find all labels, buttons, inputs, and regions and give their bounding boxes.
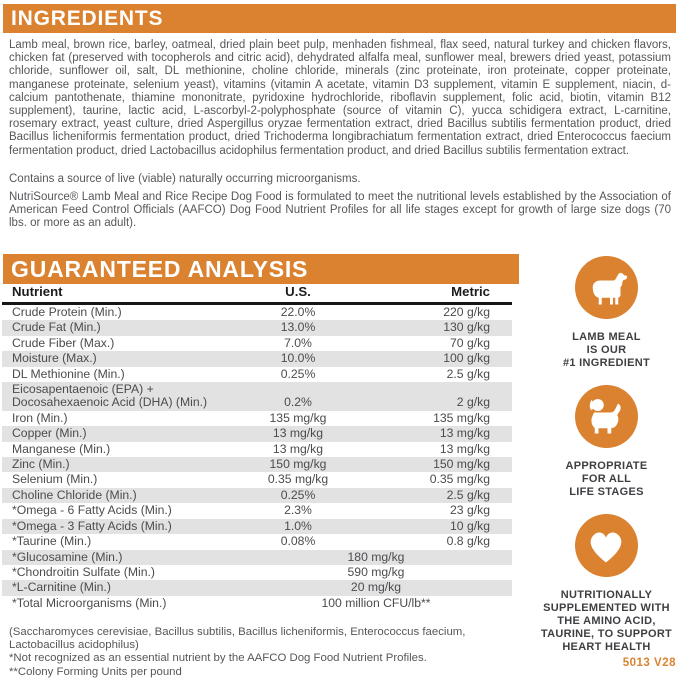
analysis-row bbox=[2, 382, 512, 411]
metric-value: 130 g/kg bbox=[443, 320, 490, 335]
metric-value: 2 g/kg bbox=[456, 395, 490, 410]
analysis-row bbox=[2, 580, 512, 595]
heart-icon bbox=[575, 514, 638, 577]
metric-value: 23 g/kg bbox=[450, 503, 490, 518]
us-value: 590 mg/kg bbox=[347, 564, 405, 579]
analysis-row bbox=[2, 305, 512, 320]
nutrient-name: Crude Fat (Min.) bbox=[12, 320, 101, 335]
metric-value: 10 g/kg bbox=[450, 518, 490, 533]
footnote-microorganism-list: (Saccharomyces cerevisiae, Bacillus subtilis, Bacillus licheniformis, Enterococcus faecium, Lactobacillus acidophilus) bbox=[9, 626, 466, 652]
metric-value: 13 mg/kg bbox=[439, 426, 490, 441]
analysis-row bbox=[2, 472, 512, 487]
column-header-us: U.S. bbox=[285, 284, 311, 299]
guaranteed-analysis-section-header bbox=[3, 254, 519, 284]
nutrient-name: *Omega - 6 Fatty Acids (Min.) bbox=[12, 503, 172, 518]
nutrient-name: Iron (Min.) bbox=[12, 410, 68, 425]
metric-value: 0.8 g/kg bbox=[446, 534, 490, 549]
badge-column bbox=[536, 256, 677, 654]
nutrient-name: Copper (Min.) bbox=[12, 426, 87, 441]
metric-value: 2.5 g/kg bbox=[446, 366, 490, 381]
us-value: 13 mg/kg bbox=[272, 426, 324, 441]
puppy-icon bbox=[575, 385, 638, 448]
analysis-row bbox=[2, 320, 512, 335]
nutrient-name: Eicosapentaenoic (EPA) + Docosahexaenoic Acid (DHA) (Min.) bbox=[12, 382, 208, 410]
badge-heart-health bbox=[541, 514, 672, 654]
column-header-metric: Metric bbox=[451, 284, 490, 299]
product-code: 5013 V28 bbox=[622, 657, 676, 669]
lamb-icon bbox=[575, 256, 638, 319]
badge-heart-health-label: NUTRITIONALLY SUPPLEMENTED WITH THE AMINO ACID, TAURINE, TO SUPPORT HEART HEALTH bbox=[540, 589, 673, 653]
nutrient-name: Zinc (Min.) bbox=[12, 457, 70, 472]
us-value: 2.3% bbox=[284, 503, 312, 518]
footnote-not-recognized: *Not recognized as an essential nutrient by the AAFCO Dog Food Nutrient Profiles. bbox=[9, 652, 427, 665]
nutrient-name: DL Methionine (Min.) bbox=[12, 366, 125, 381]
nutrient-name: Manganese (Min.) bbox=[12, 441, 111, 456]
analysis-row bbox=[2, 442, 512, 457]
metric-value: 220 g/kg bbox=[443, 305, 490, 319]
us-value: 0.2% bbox=[284, 395, 312, 410]
nutrient-name: *L-Carnitine (Min.) bbox=[12, 580, 111, 595]
nutrient-name: *Total Microorganisms (Min.) bbox=[12, 595, 167, 610]
badge-lamb-meal-label: LAMB MEAL IS OUR #1 INGREDIENT bbox=[562, 331, 651, 369]
us-value: 7.0% bbox=[284, 335, 312, 350]
analysis-row bbox=[2, 534, 512, 549]
us-value: 20 mg/kg bbox=[350, 580, 402, 595]
nutrient-name: Crude Fiber (Max.) bbox=[12, 335, 115, 350]
guaranteed-analysis-table bbox=[2, 285, 512, 611]
analysis-row bbox=[2, 411, 512, 426]
analysis-row bbox=[2, 565, 512, 580]
nutrient-name: *Glucosamine (Min.) bbox=[12, 549, 123, 564]
analysis-row bbox=[2, 367, 512, 382]
us-value: 10.0% bbox=[280, 351, 316, 366]
us-value: 100 million CFU/lb** bbox=[321, 595, 431, 610]
analysis-row bbox=[2, 519, 512, 534]
metric-value: 0.35 mg/kg bbox=[429, 472, 490, 487]
nutrient-name: Selenium (Min.) bbox=[12, 472, 98, 487]
column-header-nutrient: Nutrient bbox=[12, 284, 63, 299]
guaranteed-analysis-title: GUARANTEED ANALYSIS bbox=[11, 255, 309, 282]
metric-value: 13 mg/kg bbox=[439, 441, 490, 456]
nutrient-name: Choline Chloride (Min.) bbox=[12, 487, 137, 502]
us-value: 13.0% bbox=[280, 320, 316, 335]
nutrient-name: Crude Protein (Min.) bbox=[12, 305, 122, 319]
us-value: 180 mg/kg bbox=[347, 549, 405, 564]
analysis-row bbox=[2, 503, 512, 518]
analysis-row bbox=[2, 426, 512, 441]
metric-value: 150 mg/kg bbox=[433, 457, 490, 472]
metric-value: 135 mg/kg bbox=[433, 410, 490, 425]
ingredients-title: INGREDIENTS bbox=[11, 6, 164, 30]
metric-value: 70 g/kg bbox=[450, 335, 490, 350]
nutrient-name: *Taurine (Min.) bbox=[12, 534, 92, 549]
metric-value: 2.5 g/kg bbox=[446, 487, 490, 502]
us-value: 22.0% bbox=[280, 305, 316, 319]
analysis-row bbox=[2, 336, 512, 351]
analysis-row bbox=[2, 596, 512, 611]
analysis-table-header bbox=[2, 285, 512, 305]
badge-life-stages bbox=[566, 385, 648, 499]
footnotes bbox=[9, 626, 505, 679]
badge-life-stages-label: APPROPRIATE FOR ALL LIFE STAGES bbox=[565, 460, 648, 498]
us-value: 1.0% bbox=[284, 518, 312, 533]
aafco-statement: NutriSource® Lamb Meal and Rice Recipe Dog Food is formulated to meet the nutritional levels established by the Association of American Feed Control Officials (AAFCO) Dog Food Nutrient Profiles for all life stages except for growth of large size dogs (70 lbs. or more as an adult). bbox=[9, 191, 671, 230]
us-value: 0.25% bbox=[280, 366, 316, 381]
us-value: 0.08% bbox=[280, 534, 316, 549]
contains-statement: Contains a source of live (viable) naturally occurring microorganisms. bbox=[9, 173, 361, 185]
badge-lamb-meal bbox=[563, 256, 650, 370]
us-value: 150 mg/kg bbox=[269, 457, 327, 472]
analysis-row bbox=[2, 488, 512, 503]
nutrient-name: *Chondroitin Sulfate (Min.) bbox=[12, 564, 155, 579]
ingredients-section-header bbox=[3, 4, 676, 33]
analysis-row bbox=[2, 351, 512, 366]
ingredients-list: Lamb meal, brown rice, barley, oatmeal, dried plain beet pulp, menhaden fishmeal, flax seed, natural turkey and chicken flavors, chicken fat (preserved with tocopherols and citric acid), dehydrated alfalfa meal, sunflower meal, brewers dried yeast, potassium chloride, sunflower oil, salt, DL methionine, choline chloride, minerals (zinc proteinate, iron proteinate, copper proteinate, manganese proteinate, selenium yeast), vitamins (vitamin A acetate, vitamin D3 supplement, vitamin E supplement, niacin, d-calcium pantothenate, thiamine mononitrate, pyridoxine hydrochloride, riboflavin supplement, folic acid, biotin, vitamin B12 supplement), taurine, lactic acid, L-ascorbyl-2-polyphosphate (source of vitamin C), yucca schidigera extract, L-carnitine, rosemary extract, yeast culture, dried Aspergillus oryzae fermentation extract, dried Bacillus subtilis fermentation product, dried Bacillus licheniformis fermentation product, dried Trichoderma longibrachiatum fermentation extract, dried Enterococcus faecium fermentation product, dried Lactobacillus acidophilus fermentation product, and dried Bacillus subtilis fermentation extract. bbox=[9, 39, 671, 157]
us-value: 0.25% bbox=[280, 487, 316, 502]
us-value: 13 mg/kg bbox=[272, 441, 324, 456]
nutrient-name: *Omega - 3 Fatty Acids (Min.) bbox=[12, 518, 172, 533]
footnote-cfu: **Colony Forming Units per pound bbox=[9, 665, 182, 678]
us-value: 135 mg/kg bbox=[269, 410, 327, 425]
analysis-row bbox=[2, 457, 512, 472]
analysis-table-body bbox=[2, 305, 512, 611]
nutrient-name: Moisture (Max.) bbox=[12, 351, 97, 366]
metric-value: 100 g/kg bbox=[443, 351, 490, 366]
us-value: 0.35 mg/kg bbox=[267, 472, 329, 487]
analysis-row bbox=[2, 550, 512, 565]
